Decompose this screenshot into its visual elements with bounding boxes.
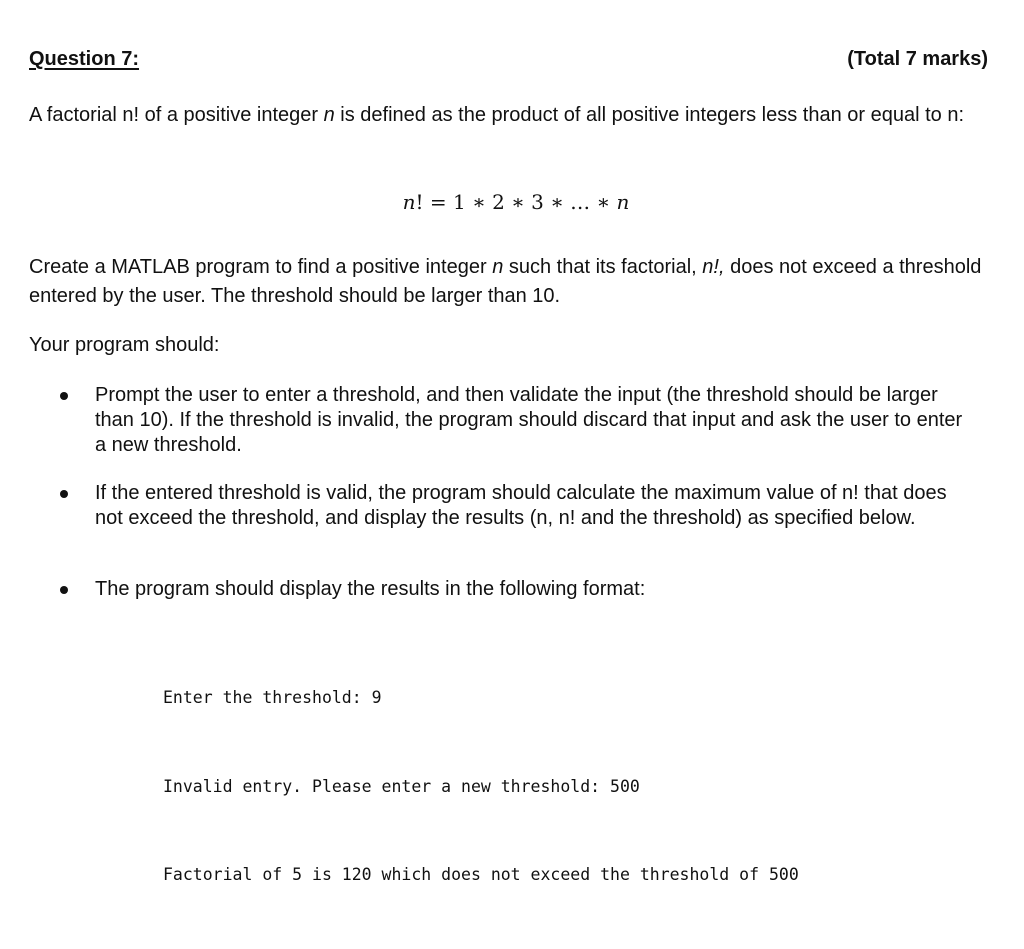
task-nfact-italic: n!, [702, 256, 725, 278]
task-text-1: Create a MATLAB program to find a positive integer [29, 256, 493, 278]
task-text-3: does not exceed a threshold entered by the user. The threshold should be larger than 10. [29, 256, 982, 307]
intro-text-1: A factorial n! of a positive integer [29, 104, 324, 126]
factorial-equation [0, 190, 1024, 214]
should-heading: Your program should: [29, 334, 220, 356]
list-item-text: Prompt the user to enter a threshold, and then validate the input (the threshold should be larger than 10). If the threshold is invalid, the program should discard that input and ask the user to enter a new threshold. [95, 384, 963, 456]
task-n-italic: n [492, 256, 504, 278]
task-text-2: such that its factorial, [503, 256, 703, 278]
equation-lhs: n [402, 190, 416, 214]
sample-output-line: Factorial of 5 is 120 which does not exceed the threshold of 500 [163, 865, 799, 884]
bullet-icon [60, 490, 68, 498]
sample-output-line: Enter the threshold: 9 [163, 688, 382, 707]
equation-body: ! = 1 ∗ 2 ∗ 3 ∗ … ∗ [415, 190, 617, 214]
intro-text-2: is defined as the product of all positive integers less than or equal to n: [334, 104, 965, 126]
bullet-icon [60, 392, 68, 400]
question-title: Question 7: [29, 48, 140, 70]
sample-output-block [163, 624, 799, 949]
task-paragraph [29, 253, 989, 311]
equation-rhs: n [616, 190, 630, 214]
intro-n-italic: n [323, 104, 335, 126]
sample-output-line: Invalid entry. Please enter a new threshold: 500 [163, 776, 640, 796]
list-item-text: If the entered threshold is valid, the program should calculate the maximum value of n! that does not exceed the threshold, and display the results (n, n! and the threshold) as specified below. [95, 482, 947, 529]
intro-paragraph [29, 101, 989, 130]
list-item-text: The program should display the results in the following format: [95, 578, 646, 600]
question-marks: (Total 7 marks) [847, 48, 988, 70]
bullet-icon [60, 586, 68, 594]
question-header [29, 48, 988, 71]
